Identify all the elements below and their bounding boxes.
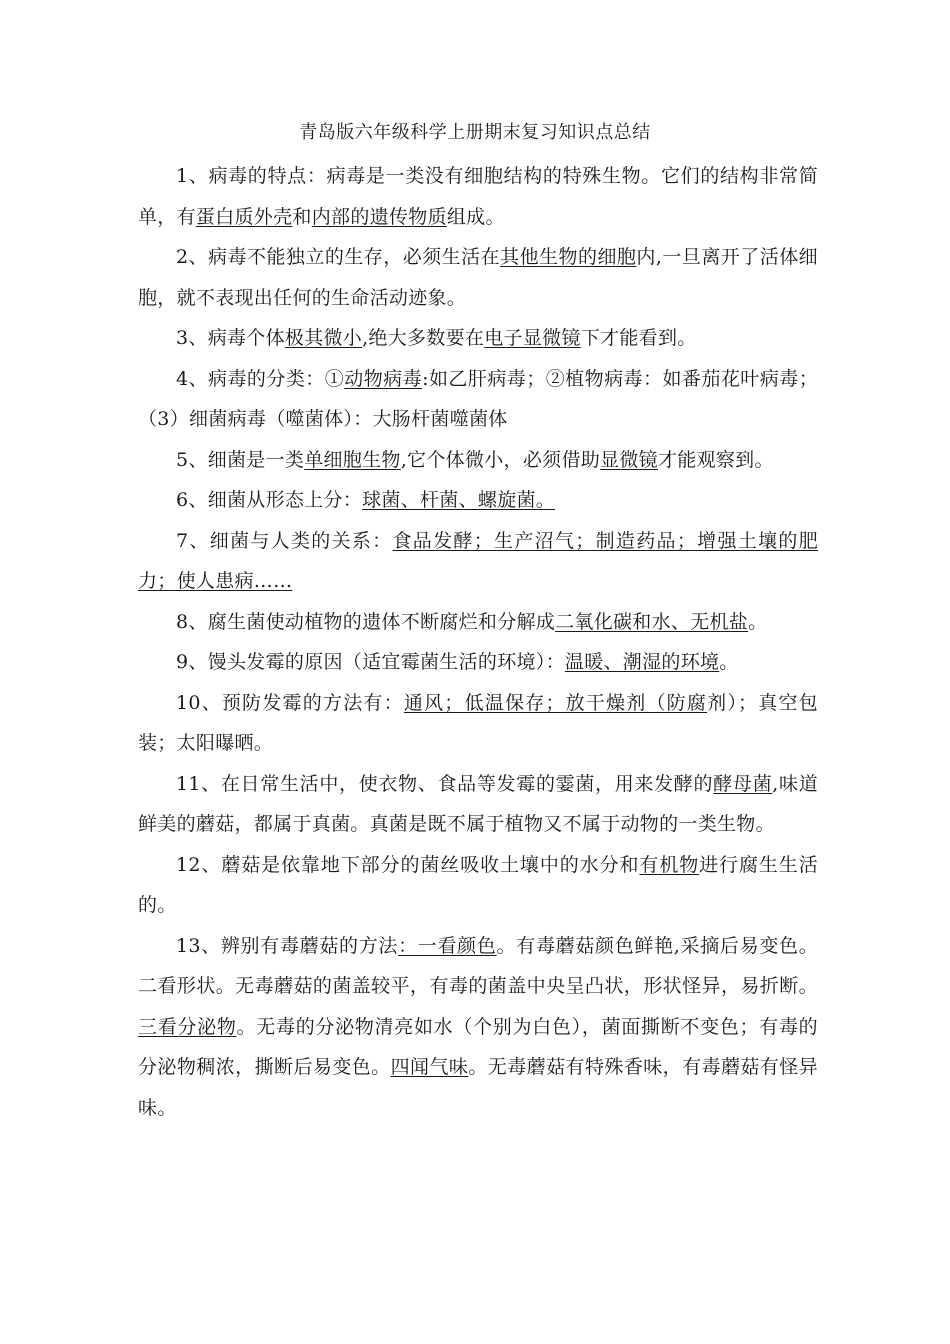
paragraph-text: 7、细菌与人类的关系：	[176, 529, 393, 552]
paragraph-text: 内,一旦离开了活体细胞，就不表现出任何的生命活动迹象。	[138, 246, 818, 309]
paragraph-text: 9、馒头发霉的原因（适宜霉菌生活的环境）：	[176, 651, 565, 673]
underlined-key-term: 温暖、潮湿的环境	[564, 651, 720, 673]
knowledge-point-paragraph	[138, 845, 818, 926]
knowledge-point-paragraph	[138, 359, 818, 440]
underlined-key-term: 电子显微镜	[484, 327, 581, 349]
paragraph-text: 。	[719, 651, 739, 673]
paragraph-text: 10、预防发霉的方法有：	[176, 691, 404, 714]
paragraph-text: 组成。	[446, 205, 505, 228]
paragraph-text: 下才能看到。	[580, 327, 697, 349]
paragraph-text: 才能观察到。	[657, 448, 774, 471]
underlined-key-term: 动物病毒	[344, 367, 423, 390]
underlined-key-term: 极其微小	[284, 327, 363, 349]
underlined-key-term: ：一看颜色	[398, 934, 497, 957]
knowledge-point-paragraph	[138, 683, 818, 764]
document-body	[138, 156, 818, 1128]
underlined-key-term: 通风；低温保存；放干燥剂（防腐	[403, 691, 708, 714]
underlined-key-term: 食品发酵；生产沼气；制造药品；增强土壤的肥力；使人患病……	[138, 529, 818, 592]
knowledge-point-paragraph	[138, 764, 818, 845]
underlined-key-term: 蛋白质外壳	[195, 205, 293, 228]
underlined-key-term: 四闻气味	[390, 1056, 469, 1078]
paragraph-text: ,它个体微小，必须借助	[400, 448, 601, 471]
paragraph-text: 4、病毒的分类：①	[176, 367, 345, 390]
paragraph-text: 1、病毒的特点：病毒是一类没有细胞结构的特殊生物。它们的结构非常简单，有	[138, 165, 818, 228]
paragraph-text: ,味道鲜美的蘑菇，都属于真菌。真菌是既不属于植物又不属于动物的一类生物。	[138, 772, 818, 835]
paragraph-text: 13、辨别有毒蘑菇的方法	[176, 934, 399, 957]
paragraph-text: 。无毒蘑菇有特殊香味，有毒蘑菇有怪异味。	[138, 1056, 819, 1119]
knowledge-point-paragraph	[138, 926, 818, 1129]
paragraph-text: 。	[748, 610, 768, 633]
paragraph-text: 6、细菌从形态上分：	[176, 489, 363, 511]
underlined-key-term: 有机物	[639, 853, 700, 876]
paragraph-text: 8、腐生菌使动植物的遗体不断腐烂和分解成	[176, 610, 556, 633]
underlined-key-term: 球菌、杆菌、螺旋菌。	[362, 489, 556, 511]
paragraph-text: 和	[292, 205, 312, 228]
underlined-key-term: 三看分泌物	[138, 1015, 237, 1038]
knowledge-point-paragraph	[138, 237, 818, 318]
underlined-key-term: 内部的遗传物质	[311, 205, 447, 228]
paragraph-text: 12、蘑菇是依靠地下部分的菌丝吸收土壤中的水分和	[176, 853, 640, 876]
knowledge-point-paragraph	[138, 521, 818, 602]
knowledge-point-paragraph	[138, 480, 818, 521]
paragraph-text: 11、在日常生活中，使衣物、食品等发霉的霎菌，用来发酵的	[176, 772, 714, 795]
paragraph-text: 3、病毒个体	[176, 327, 285, 349]
paragraph-text: ,绝大多数要在	[362, 327, 485, 349]
knowledge-point-paragraph	[138, 318, 818, 359]
knowledge-point-paragraph	[138, 156, 818, 237]
underlined-key-term: 显微镜	[600, 448, 658, 471]
underlined-key-term: 其他生物的细胞	[500, 246, 637, 268]
paragraph-text: 。有毒蘑菇颜色鲜艳,采摘后易变色。二看形状。无毒蘑菇的菌盖较平，有毒的菌盖中央呈凸状，形状怪异，易折断。	[138, 934, 818, 997]
knowledge-point-paragraph	[138, 602, 818, 643]
underlined-key-term: 二氧化碳和水、无机盐	[555, 610, 749, 633]
paragraph-text: 剂）；真空包装；太阳曝晒。	[138, 691, 818, 754]
paragraph-text: 。无毒的分泌物清亮如水（个别为白色），菌面撕断不变色；有毒的分泌物稠浓，撕断后易变色。	[138, 1015, 818, 1078]
underlined-key-term: 酵母菌	[713, 772, 773, 795]
knowledge-point-paragraph	[138, 440, 818, 481]
paragraph-text: 2、病毒不能独立的生存，必须生活在	[176, 246, 501, 268]
underlined-key-term: 单细胞生物	[304, 448, 401, 471]
knowledge-point-paragraph	[138, 642, 818, 683]
paragraph-text: 5、细菌是一类	[176, 448, 305, 471]
page-title: 青岛版六年级科学上册期末复习知识点总结	[299, 122, 651, 143]
paragraph-text: :如乙肝病毒；②植物病毒：如番茄花叶病毒；（3）细菌病毒（噬菌体）：大肠杆菌噬菌体	[138, 367, 818, 430]
paragraph-text: 进行腐生生活的。	[138, 853, 818, 916]
